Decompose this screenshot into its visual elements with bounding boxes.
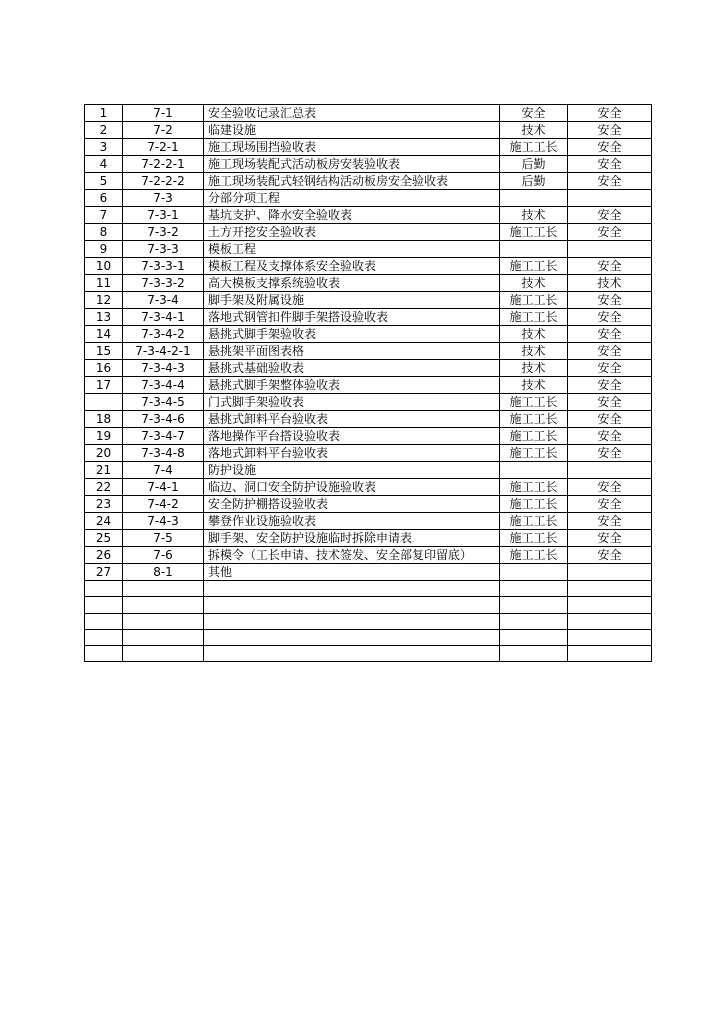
row-number-cell: 25 — [85, 530, 123, 547]
responsible-dept-cell — [500, 629, 568, 645]
row-number-cell: 3 — [85, 139, 123, 156]
responsible-dept-cell: 安全 — [500, 105, 568, 122]
row-number-cell: 15 — [85, 343, 123, 360]
form-name-cell: 落地操作平台搭设验收表 — [204, 428, 500, 445]
responsible-dept-cell: 技术 — [500, 343, 568, 360]
table-row — [85, 139, 652, 156]
form-name-cell — [204, 581, 500, 597]
approver-dept-cell: 安全 — [568, 547, 652, 564]
row-number-cell: 10 — [85, 258, 123, 275]
responsible-dept-cell: 施工工长 — [500, 139, 568, 156]
form-code-cell: 7-4-2 — [123, 496, 204, 513]
table-row — [85, 445, 652, 462]
form-name-cell: 防护设施 — [204, 462, 500, 479]
row-number-cell: 27 — [85, 564, 123, 581]
responsible-dept-cell — [500, 241, 568, 258]
row-number-cell: 24 — [85, 513, 123, 530]
form-code-cell: 7-3-4-6 — [123, 411, 204, 428]
approver-dept-cell: 安全 — [568, 377, 652, 394]
form-code-cell: 7-3-4-2 — [123, 326, 204, 343]
form-name-cell: 落地式钢管扣件脚手架搭设验收表 — [204, 309, 500, 326]
approver-dept-cell: 安全 — [568, 173, 652, 190]
row-number-cell — [85, 581, 123, 597]
form-name-cell: 临边、洞口安全防护设施验收表 — [204, 479, 500, 496]
responsible-dept-cell: 施工工长 — [500, 479, 568, 496]
approver-dept-cell — [568, 646, 652, 662]
responsible-dept-cell: 技术 — [500, 377, 568, 394]
form-code-cell: 7-3-4-1 — [123, 309, 204, 326]
form-code-cell: 7-3-4-2-1 — [123, 343, 204, 360]
approver-dept-cell: 安全 — [568, 445, 652, 462]
row-number-cell: 1 — [85, 105, 123, 122]
row-number-cell: 7 — [85, 207, 123, 224]
form-name-cell: 基坑支护、降水安全验收表 — [204, 207, 500, 224]
form-name-cell: 脚手架及附属设施 — [204, 292, 500, 309]
form-index-table — [84, 104, 652, 662]
row-number-cell — [85, 613, 123, 629]
row-number-cell: 2 — [85, 122, 123, 139]
form-name-cell: 悬挑式脚手架整体验收表 — [204, 377, 500, 394]
form-code-cell: 7-1 — [123, 105, 204, 122]
table-body — [85, 105, 652, 662]
approver-dept-cell — [568, 581, 652, 597]
form-code-cell: 7-3-1 — [123, 207, 204, 224]
row-number-cell: 9 — [85, 241, 123, 258]
approver-dept-cell: 安全 — [568, 513, 652, 530]
responsible-dept-cell: 施工工长 — [500, 513, 568, 530]
form-code-cell — [123, 629, 204, 645]
table-row — [85, 629, 652, 645]
approver-dept-cell: 安全 — [568, 530, 652, 547]
responsible-dept-cell: 施工工长 — [500, 258, 568, 275]
approver-dept-cell: 安全 — [568, 411, 652, 428]
form-code-cell: 7-3-4-8 — [123, 445, 204, 462]
table-row — [85, 496, 652, 513]
form-name-cell: 悬挑式基础验收表 — [204, 360, 500, 377]
approver-dept-cell: 安全 — [568, 394, 652, 411]
approver-dept-cell: 安全 — [568, 224, 652, 241]
approver-dept-cell: 安全 — [568, 156, 652, 173]
form-name-cell: 落地式卸料平台验收表 — [204, 445, 500, 462]
approver-dept-cell: 安全 — [568, 258, 652, 275]
form-name-cell: 施工现场围挡验收表 — [204, 139, 500, 156]
responsible-dept-cell: 施工工长 — [500, 411, 568, 428]
form-name-cell: 模板工程及支撑体系安全验收表 — [204, 258, 500, 275]
form-code-cell: 7-2-1 — [123, 139, 204, 156]
approver-dept-cell: 安全 — [568, 105, 652, 122]
responsible-dept-cell: 施工工长 — [500, 394, 568, 411]
form-name-cell: 临建设施 — [204, 122, 500, 139]
form-name-cell: 悬挑架平面图表格 — [204, 343, 500, 360]
row-number-cell: 16 — [85, 360, 123, 377]
row-number-cell: 4 — [85, 156, 123, 173]
form-name-cell: 悬挑式卸料平台验收表 — [204, 411, 500, 428]
approver-dept-cell — [568, 190, 652, 207]
table-row — [85, 479, 652, 496]
approver-dept-cell: 安全 — [568, 139, 652, 156]
form-name-cell: 攀登作业设施验收表 — [204, 513, 500, 530]
table-row — [85, 428, 652, 445]
form-name-cell: 土方开挖安全验收表 — [204, 224, 500, 241]
responsible-dept-cell: 技术 — [500, 122, 568, 139]
form-name-cell: 其他 — [204, 564, 500, 581]
form-code-cell: 7-4-1 — [123, 479, 204, 496]
form-code-cell — [123, 646, 204, 662]
form-code-cell: 7-2 — [123, 122, 204, 139]
row-number-cell: 26 — [85, 547, 123, 564]
table-row — [85, 258, 652, 275]
responsible-dept-cell: 技术 — [500, 275, 568, 292]
form-name-cell — [204, 646, 500, 662]
table-row — [85, 462, 652, 479]
approver-dept-cell: 安全 — [568, 309, 652, 326]
row-number-cell: 5 — [85, 173, 123, 190]
approver-dept-cell: 安全 — [568, 479, 652, 496]
approver-dept-cell — [568, 462, 652, 479]
table-row — [85, 547, 652, 564]
table-row — [85, 173, 652, 190]
form-name-cell: 施工现场装配式轻钢结构活动板房安全验收表 — [204, 173, 500, 190]
row-number-cell: 6 — [85, 190, 123, 207]
table-row — [85, 326, 652, 343]
row-number-cell: 22 — [85, 479, 123, 496]
form-code-cell: 7-4-3 — [123, 513, 204, 530]
form-code-cell: 7-3-3-1 — [123, 258, 204, 275]
approver-dept-cell — [568, 564, 652, 581]
approver-dept-cell: 安全 — [568, 292, 652, 309]
form-name-cell: 安全验收记录汇总表 — [204, 105, 500, 122]
form-name-cell: 悬挑式脚手架验收表 — [204, 326, 500, 343]
form-name-cell: 分部分项工程 — [204, 190, 500, 207]
responsible-dept-cell: 技术 — [500, 207, 568, 224]
table-row — [85, 513, 652, 530]
responsible-dept-cell: 施工工长 — [500, 530, 568, 547]
responsible-dept-cell — [500, 613, 568, 629]
form-code-cell: 7-3-4 — [123, 292, 204, 309]
form-code-cell — [123, 613, 204, 629]
form-code-cell: 7-3-3 — [123, 241, 204, 258]
table-row — [85, 394, 652, 411]
form-name-cell — [204, 629, 500, 645]
row-number-cell — [85, 646, 123, 662]
table-row — [85, 564, 652, 581]
responsible-dept-cell: 施工工长 — [500, 428, 568, 445]
responsible-dept-cell: 施工工长 — [500, 496, 568, 513]
table-row — [85, 156, 652, 173]
responsible-dept-cell: 后勤 — [500, 173, 568, 190]
row-number-cell: 17 — [85, 377, 123, 394]
table-row — [85, 646, 652, 662]
form-code-cell — [123, 597, 204, 613]
row-number-cell: 11 — [85, 275, 123, 292]
table-row — [85, 190, 652, 207]
table-row — [85, 377, 652, 394]
table-row — [85, 241, 652, 258]
form-code-cell: 7-3-3-2 — [123, 275, 204, 292]
table-row — [85, 275, 652, 292]
form-name-cell: 施工现场装配式活动板房安装验收表 — [204, 156, 500, 173]
table-row — [85, 597, 652, 613]
approver-dept-cell: 安全 — [568, 207, 652, 224]
approver-dept-cell — [568, 597, 652, 613]
row-number-cell — [85, 394, 123, 411]
responsible-dept-cell — [500, 190, 568, 207]
row-number-cell: 13 — [85, 309, 123, 326]
approver-dept-cell: 安全 — [568, 326, 652, 343]
table-row — [85, 581, 652, 597]
approver-dept-cell — [568, 613, 652, 629]
approver-dept-cell: 安全 — [568, 343, 652, 360]
table-row — [85, 292, 652, 309]
form-name-cell — [204, 597, 500, 613]
table-row — [85, 411, 652, 428]
responsible-dept-cell: 施工工长 — [500, 224, 568, 241]
form-code-cell: 7-4 — [123, 462, 204, 479]
approver-dept-cell: 安全 — [568, 428, 652, 445]
approver-dept-cell: 技术 — [568, 275, 652, 292]
table-row — [85, 224, 652, 241]
approver-dept-cell: 安全 — [568, 122, 652, 139]
form-code-cell: 7-6 — [123, 547, 204, 564]
row-number-cell: 8 — [85, 224, 123, 241]
responsible-dept-cell: 后勤 — [500, 156, 568, 173]
responsible-dept-cell — [500, 564, 568, 581]
form-name-cell: 脚手架、安全防护设施临时拆除申请表 — [204, 530, 500, 547]
responsible-dept-cell — [500, 462, 568, 479]
responsible-dept-cell — [500, 597, 568, 613]
responsible-dept-cell: 施工工长 — [500, 309, 568, 326]
row-number-cell: 20 — [85, 445, 123, 462]
form-code-cell: 7-3-4-5 — [123, 394, 204, 411]
responsible-dept-cell: 技术 — [500, 360, 568, 377]
form-code-cell: 7-3-2 — [123, 224, 204, 241]
row-number-cell: 18 — [85, 411, 123, 428]
responsible-dept-cell: 施工工长 — [500, 445, 568, 462]
form-name-cell: 模板工程 — [204, 241, 500, 258]
form-code-cell: 7-3-4-3 — [123, 360, 204, 377]
form-code-cell — [123, 581, 204, 597]
table-row — [85, 360, 652, 377]
responsible-dept-cell: 施工工长 — [500, 292, 568, 309]
row-number-cell: 12 — [85, 292, 123, 309]
form-code-cell: 7-3-4-4 — [123, 377, 204, 394]
table-row — [85, 207, 652, 224]
responsible-dept-cell — [500, 581, 568, 597]
approver-dept-cell: 安全 — [568, 360, 652, 377]
table-row — [85, 122, 652, 139]
table-row — [85, 105, 652, 122]
form-name-cell: 门式脚手架验收表 — [204, 394, 500, 411]
responsible-dept-cell: 技术 — [500, 326, 568, 343]
table-row — [85, 613, 652, 629]
form-code-cell: 7-2-2-1 — [123, 156, 204, 173]
form-name-cell: 安全防护棚搭设验收表 — [204, 496, 500, 513]
row-number-cell: 21 — [85, 462, 123, 479]
responsible-dept-cell: 施工工长 — [500, 547, 568, 564]
row-number-cell: 23 — [85, 496, 123, 513]
approver-dept-cell — [568, 241, 652, 258]
table-row — [85, 530, 652, 547]
form-code-cell: 7-3-4-7 — [123, 428, 204, 445]
form-code-cell: 7-3 — [123, 190, 204, 207]
form-code-cell: 8-1 — [123, 564, 204, 581]
responsible-dept-cell — [500, 646, 568, 662]
table-row — [85, 343, 652, 360]
row-number-cell — [85, 597, 123, 613]
form-name-cell: 高大模板支撑系统验收表 — [204, 275, 500, 292]
approver-dept-cell: 安全 — [568, 496, 652, 513]
approver-dept-cell — [568, 629, 652, 645]
form-code-cell: 7-5 — [123, 530, 204, 547]
form-code-cell: 7-2-2-2 — [123, 173, 204, 190]
form-name-cell — [204, 613, 500, 629]
row-number-cell: 14 — [85, 326, 123, 343]
table-row — [85, 309, 652, 326]
row-number-cell — [85, 629, 123, 645]
form-name-cell: 拆模令（工长申请、技术签发、安全部复印留底） — [204, 547, 500, 564]
row-number-cell: 19 — [85, 428, 123, 445]
